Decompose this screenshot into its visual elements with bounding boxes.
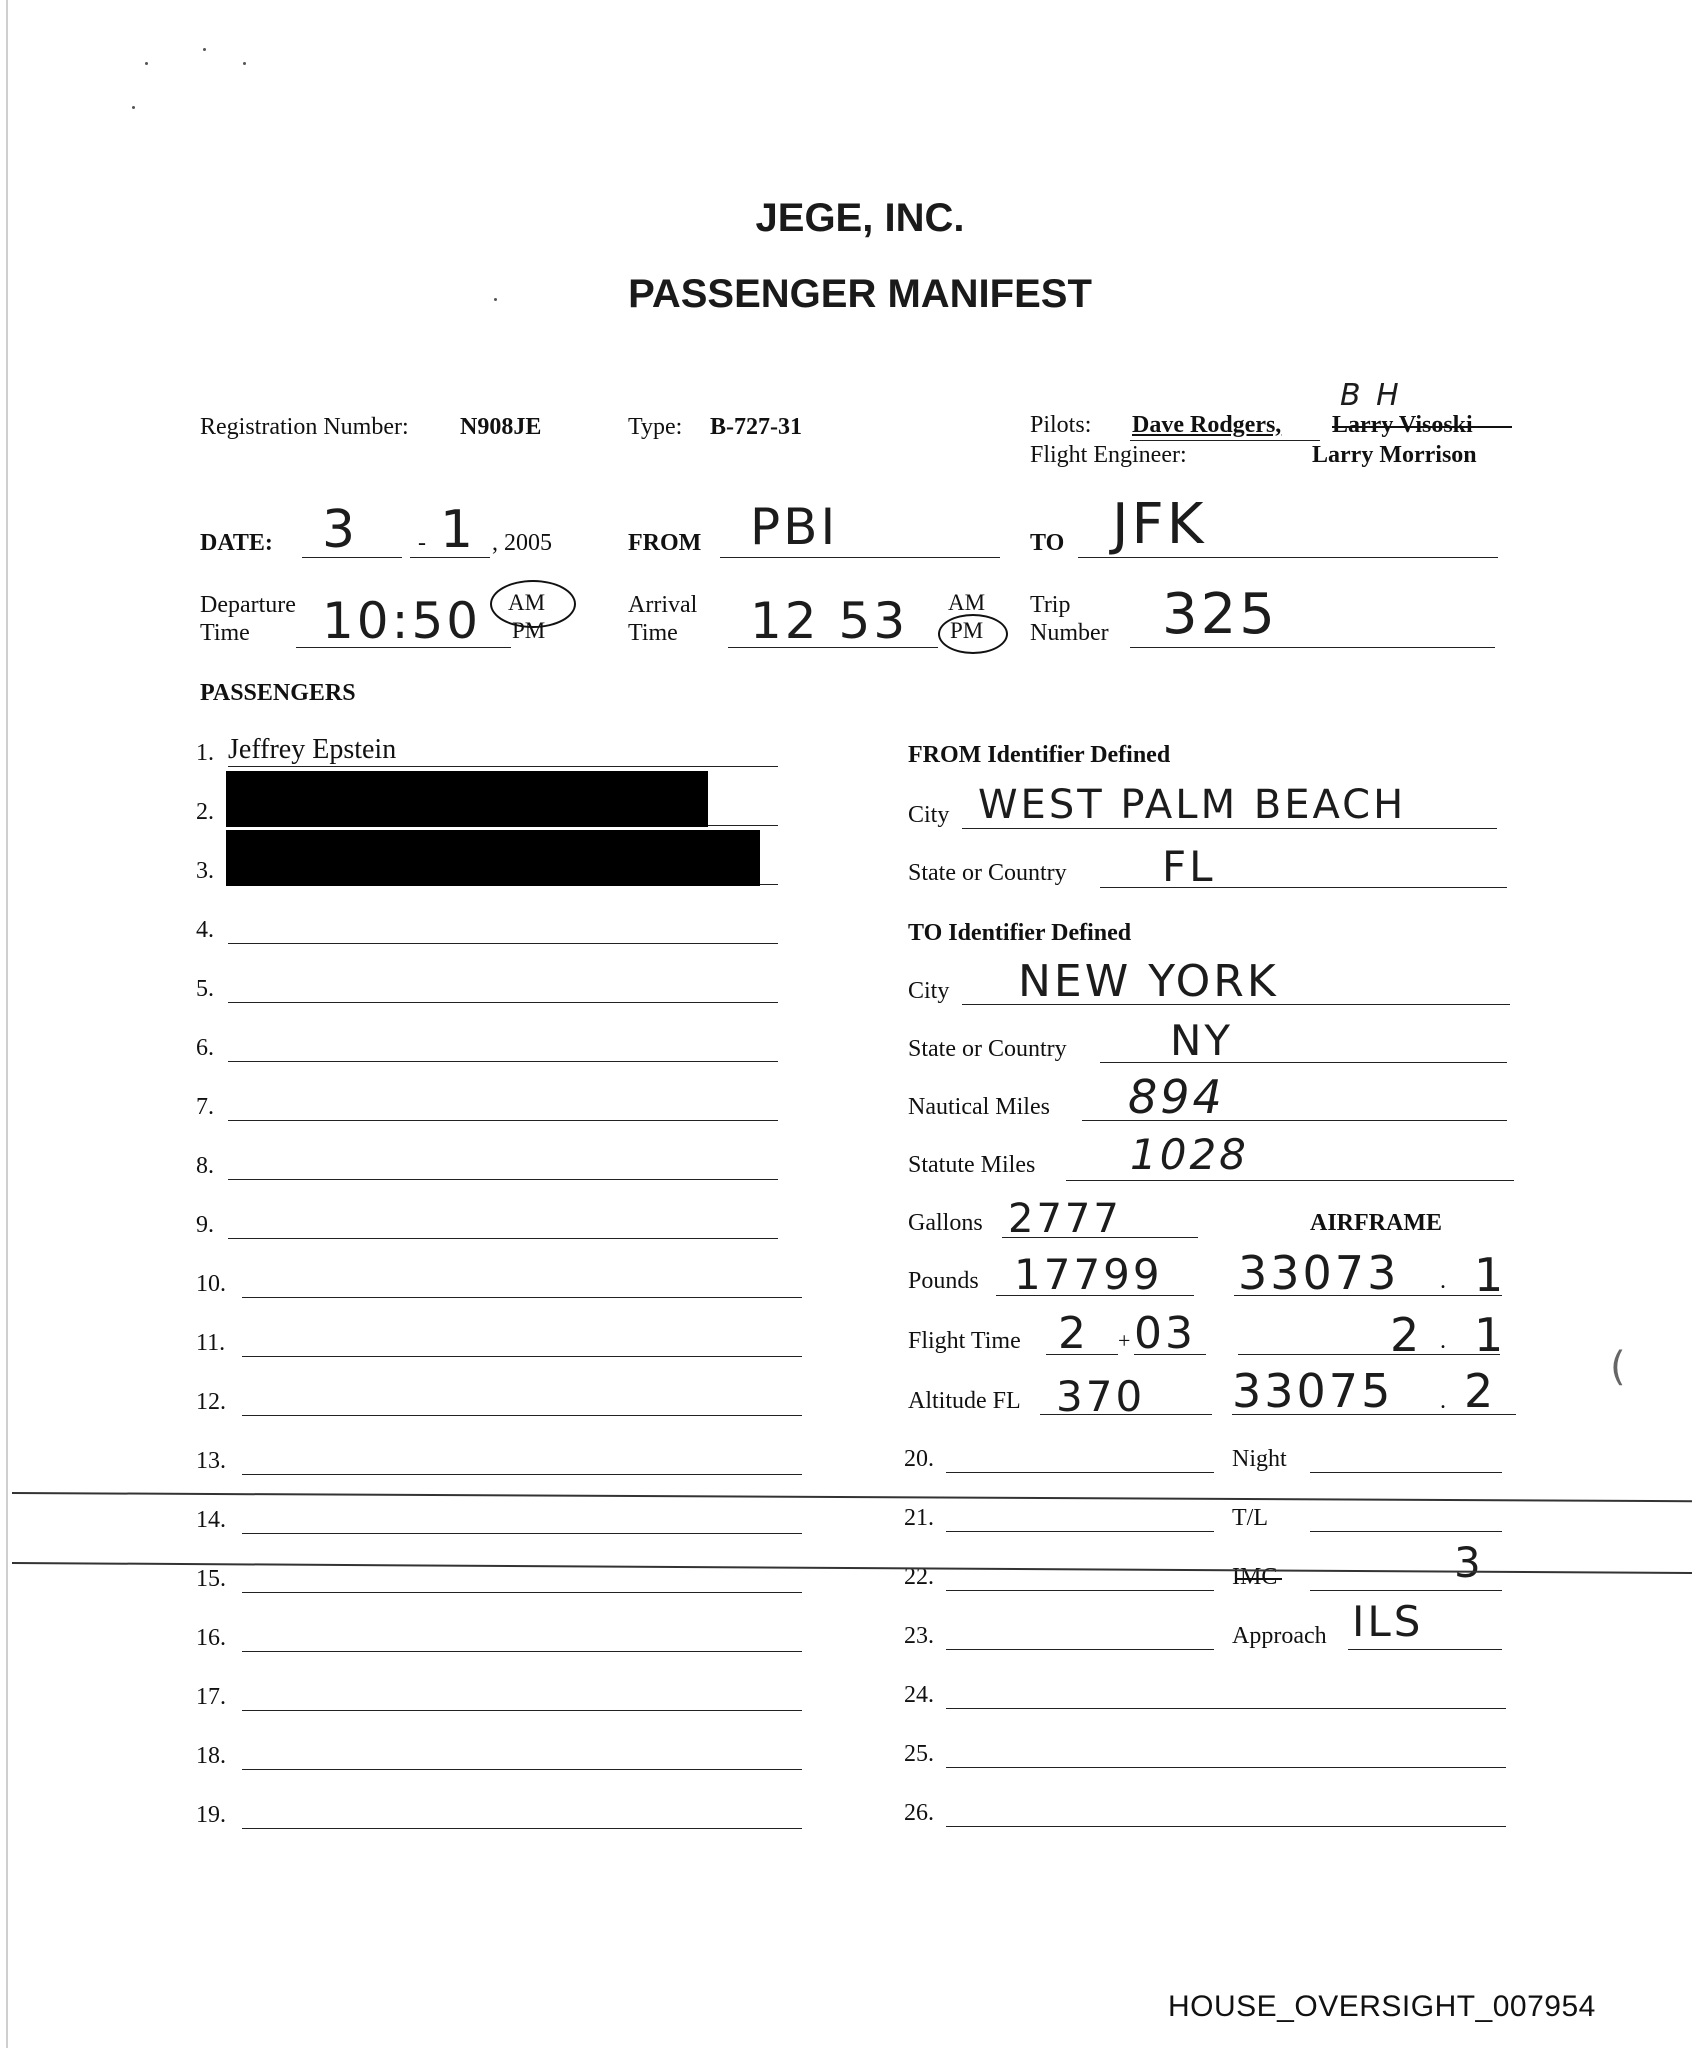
nautical-miles: 894 bbox=[1128, 1070, 1225, 1124]
passenger-line bbox=[242, 1592, 802, 1593]
pilot-strikethrough bbox=[1332, 426, 1512, 428]
passenger-number: 14. bbox=[196, 1507, 226, 1533]
arrival-label-2: Time bbox=[628, 620, 678, 646]
altitude-label: Altitude FL bbox=[908, 1388, 1021, 1414]
passenger-line bbox=[242, 1533, 802, 1534]
passenger-number: 1. bbox=[196, 740, 214, 766]
trip-label-1: Trip bbox=[1030, 592, 1071, 618]
extra-line-number: 26. bbox=[904, 1800, 934, 1826]
passenger-number: 6. bbox=[196, 1035, 214, 1061]
extra-line-label: Night bbox=[1232, 1446, 1287, 1472]
passenger-number: 13. bbox=[196, 1448, 226, 1474]
pilot-handwritten-initials: B H bbox=[1340, 378, 1402, 413]
scan-speck bbox=[243, 62, 246, 65]
extra-line-value: 3 bbox=[1454, 1538, 1484, 1587]
from-line bbox=[720, 557, 1000, 558]
passenger-number: 15. bbox=[196, 1566, 226, 1592]
from-label: FROM bbox=[628, 530, 702, 556]
form-title: PASSENGER MANIFEST bbox=[628, 272, 1092, 316]
extra-line-label: IMC bbox=[1232, 1564, 1278, 1590]
to-identifier-heading: TO Identifier Defined bbox=[908, 920, 1132, 946]
departure-am: AM bbox=[508, 590, 546, 615]
type-value: B-727-31 bbox=[710, 414, 802, 440]
airframe-added-dec: 1 bbox=[1474, 1308, 1507, 1362]
passenger-line bbox=[242, 1415, 802, 1416]
airframe-start-dec: 1 bbox=[1474, 1248, 1507, 1302]
from-code: PBI bbox=[750, 498, 839, 556]
from-city: WEST PALM BEACH bbox=[978, 782, 1407, 828]
trip-label-2: Number bbox=[1030, 620, 1109, 646]
flight-time-label: Flight Time bbox=[908, 1328, 1021, 1354]
airframe-start: 33073 bbox=[1238, 1246, 1400, 1300]
from-state-label: State or Country bbox=[908, 860, 1067, 886]
passenger-number: 16. bbox=[196, 1625, 226, 1651]
gallons-label: Gallons bbox=[908, 1210, 983, 1236]
date-day: 1 bbox=[440, 500, 477, 560]
extra-value-line bbox=[1310, 1531, 1502, 1532]
airframe-start-dot: . bbox=[1440, 1268, 1446, 1294]
passenger-line bbox=[242, 1828, 802, 1829]
passenger-number: 18. bbox=[196, 1743, 226, 1769]
passenger-number: 9. bbox=[196, 1212, 214, 1238]
margin-bracket-mark: ( bbox=[1610, 1344, 1629, 1390]
passenger-number: 11. bbox=[196, 1330, 226, 1356]
engineer-name: Larry Morrison bbox=[1312, 442, 1477, 468]
passenger-number: 8. bbox=[196, 1153, 214, 1179]
extra-line-number: 23. bbox=[904, 1623, 934, 1649]
from-identifier-heading: FROM Identifier Defined bbox=[908, 742, 1171, 768]
gallons-value: 2777 bbox=[1008, 1196, 1122, 1242]
passenger-line bbox=[228, 766, 778, 767]
scan-speck bbox=[132, 106, 135, 109]
passenger-line bbox=[242, 1769, 802, 1770]
extra-line bbox=[946, 1590, 1214, 1591]
arrival-pm: PM bbox=[950, 618, 984, 643]
to-state: NY bbox=[1170, 1016, 1234, 1065]
imc-strikethrough bbox=[1236, 1578, 1282, 1580]
extra-line-label: Approach bbox=[1232, 1623, 1327, 1649]
pounds-value: 17799 bbox=[1014, 1250, 1163, 1299]
extra-line bbox=[946, 1826, 1506, 1827]
date-separator: - bbox=[418, 530, 426, 556]
engineer-label: Flight Engineer: bbox=[1030, 442, 1187, 468]
statute-miles: 1028 bbox=[1130, 1130, 1249, 1179]
altitude-value: 370 bbox=[1056, 1372, 1146, 1421]
passenger-number: 5. bbox=[196, 976, 214, 1002]
date-month: 3 bbox=[322, 500, 359, 560]
pilot-name-1: Dave Rodgers, bbox=[1132, 412, 1282, 438]
date-year: , 2005 bbox=[492, 530, 552, 556]
nautical-label: Nautical Miles bbox=[908, 1094, 1050, 1120]
bates-number: HOUSE_OVERSIGHT_007954 bbox=[1168, 1990, 1596, 2023]
arrival-am: AM bbox=[948, 590, 986, 615]
extra-value-line bbox=[1310, 1472, 1502, 1473]
to-state-label: State or Country bbox=[908, 1036, 1067, 1062]
extra-value-line bbox=[1348, 1649, 1502, 1650]
passenger-number: 10. bbox=[196, 1271, 226, 1297]
redaction-block bbox=[226, 830, 760, 886]
passenger-line bbox=[242, 1356, 802, 1357]
scan-artifact-line bbox=[12, 1562, 1692, 1574]
extra-line-value: ILS bbox=[1352, 1597, 1424, 1646]
statute-label: Statute Miles bbox=[908, 1152, 1036, 1178]
trip-line bbox=[1130, 647, 1495, 648]
redaction-block bbox=[226, 771, 708, 827]
departure-pm: PM bbox=[512, 618, 546, 643]
pounds-label: Pounds bbox=[908, 1268, 979, 1294]
registration-value: N908JE bbox=[460, 414, 542, 440]
scan-speck bbox=[203, 48, 206, 51]
to-line bbox=[1078, 557, 1498, 558]
from-city-label: City bbox=[908, 802, 950, 828]
scan-artifact-line bbox=[12, 1492, 1692, 1502]
airframe-end-dec: 2 bbox=[1464, 1364, 1497, 1418]
extra-value-line bbox=[1310, 1590, 1502, 1591]
statute-line bbox=[1066, 1180, 1514, 1181]
to-state-line bbox=[1100, 1062, 1507, 1063]
passenger-name: Jeffrey Epstein bbox=[228, 734, 397, 765]
extra-line-number: 20. bbox=[904, 1446, 934, 1472]
pilot-underline bbox=[1130, 440, 1320, 441]
airframe-added-line bbox=[1238, 1354, 1500, 1355]
passengers-heading: PASSENGERS bbox=[200, 680, 356, 706]
departure-am-circle bbox=[490, 580, 576, 628]
extra-line-number: 22. bbox=[904, 1564, 934, 1590]
passenger-line bbox=[228, 1002, 778, 1003]
arrival-time: 12 53 bbox=[750, 592, 909, 650]
passenger-line bbox=[242, 1297, 802, 1298]
extra-line bbox=[946, 1708, 1506, 1709]
passenger-line bbox=[242, 1474, 802, 1475]
departure-label-1: Departure bbox=[200, 592, 296, 618]
extra-line bbox=[946, 1531, 1214, 1532]
airframe-heading: AIRFRAME bbox=[1310, 1210, 1442, 1236]
to-label: TO bbox=[1030, 530, 1065, 556]
to-city: NEW YORK bbox=[1018, 956, 1279, 1007]
to-code: JFK bbox=[1112, 492, 1207, 557]
passenger-number: 19. bbox=[196, 1802, 226, 1828]
passenger-line bbox=[228, 1238, 778, 1239]
scan-speck bbox=[145, 62, 148, 65]
airframe-end: 33075 bbox=[1232, 1364, 1394, 1418]
extra-line-number: 24. bbox=[904, 1682, 934, 1708]
extra-line bbox=[946, 1767, 1506, 1768]
extra-line-label: T/L bbox=[1232, 1505, 1268, 1531]
departure-time: 10:50 bbox=[322, 592, 482, 650]
flight-time-hours: 2 bbox=[1058, 1308, 1089, 1359]
passenger-number: 2. bbox=[196, 799, 214, 825]
pilots-label: Pilots: bbox=[1030, 412, 1092, 438]
passenger-line bbox=[228, 1061, 778, 1062]
from-state: FL bbox=[1162, 842, 1216, 891]
passenger-line bbox=[228, 943, 778, 944]
from-city-line bbox=[962, 828, 1497, 829]
type-label: Type: bbox=[628, 414, 683, 440]
passenger-number: 17. bbox=[196, 1684, 226, 1710]
passenger-line bbox=[242, 1651, 802, 1652]
passenger-number: 3. bbox=[196, 858, 214, 884]
airframe-added-dot: . bbox=[1440, 1328, 1446, 1354]
registration-label: Registration Number: bbox=[200, 414, 409, 440]
extra-line bbox=[946, 1472, 1214, 1473]
airframe-end-dot: . bbox=[1440, 1388, 1446, 1414]
passenger-line bbox=[242, 1710, 802, 1711]
passenger-number: 12. bbox=[196, 1389, 226, 1415]
arrival-label-1: Arrival bbox=[628, 592, 698, 618]
airframe-added: 2 bbox=[1390, 1308, 1423, 1362]
departure-label-2: Time bbox=[200, 620, 250, 646]
to-city-label: City bbox=[908, 978, 950, 1004]
date-label: DATE: bbox=[200, 530, 273, 556]
trip-number: 325 bbox=[1162, 582, 1278, 647]
passenger-line bbox=[228, 1179, 778, 1180]
company-name: JEGE, INC. bbox=[755, 196, 965, 240]
pilot-name-2-struck: Larry Visoski bbox=[1332, 412, 1473, 438]
passenger-number: 4. bbox=[196, 917, 214, 943]
flight-time-minutes: 03 bbox=[1134, 1308, 1196, 1359]
extra-line bbox=[946, 1649, 1214, 1650]
extra-line-number: 25. bbox=[904, 1741, 934, 1767]
arrival-pm-circle bbox=[938, 614, 1008, 654]
passenger-number: 7. bbox=[196, 1094, 214, 1120]
extra-line-number: 21. bbox=[904, 1505, 934, 1531]
flight-time-sep: + bbox=[1118, 1328, 1131, 1353]
passenger-line bbox=[228, 1120, 778, 1121]
